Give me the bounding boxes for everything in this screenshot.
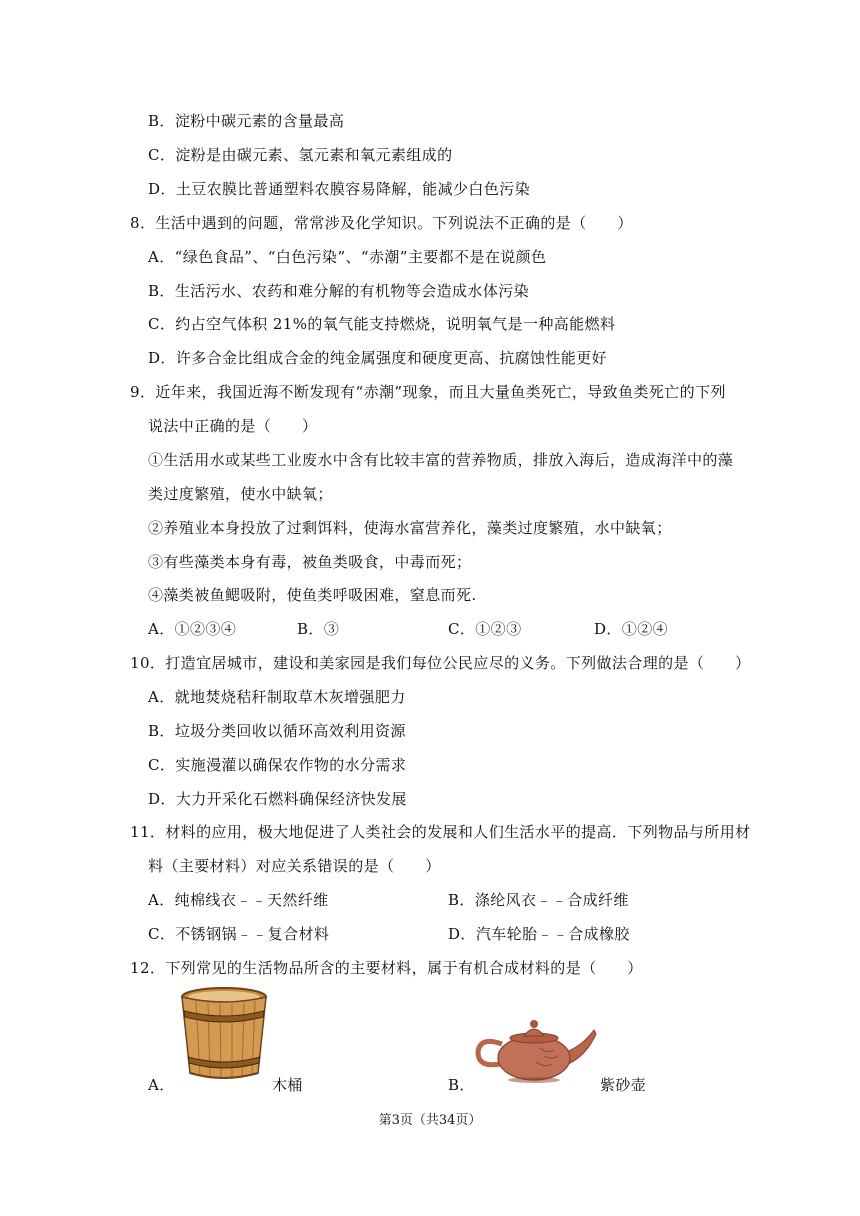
q9-statement-4: ④藻类被鱼鳃吸附，使鱼类呼吸困难，窒息而死.	[148, 586, 477, 604]
q12-option-a-letter: A．	[148, 1076, 175, 1094]
q11-option-a: A．纯棉线衣﹣﹣天然纤维	[148, 891, 329, 909]
q12-option-b-letter: B．	[448, 1076, 475, 1094]
q11-option-c: C．不锈钢锅﹣﹣复合材料	[148, 925, 330, 943]
q9-statement-1b: 类过度繁殖，使水中缺氧；	[148, 485, 333, 503]
q8-option-d: D．许多合金比组成合金的纯金属强度和硬度更高、抗腐蚀性能更好	[148, 349, 608, 367]
q9-option-a: A．①②③④	[148, 620, 237, 638]
q8-option-b: B．生活污水、农药和难分解的有机物等会造成水体污染	[148, 282, 530, 300]
q8-option-a: A．“绿色食品”、“白色污染”、“赤潮”主要都不是在说颜色	[148, 248, 547, 266]
q10-option-a: A．就地焚烧秸秆制取草木灰增强肥力	[148, 688, 406, 706]
q9-statement-1a: ①生活用水或某些工业废水中含有比较丰富的营养物质，排放入海后，造成海洋中的藻	[148, 451, 734, 469]
q8-option-c: C．约占空气体积 21%的氧气能支持燃烧，说明氧气是一种高能燃料	[148, 315, 616, 333]
q11-option-b: B．涤纶风衣﹣﹣合成纤维	[448, 891, 629, 909]
q9-stem-line1: 9．近年来，我国近海不断发现有“赤潮”现象，而且大量鱼类死亡，导致鱼类死亡的下列	[130, 383, 726, 401]
q9-statement-2: ②养殖业本身投放了过剩饵料，使海水富营养化，藻类过度繁殖，水中缺氧；	[148, 519, 672, 537]
q11-option-d: D．汽车轮胎﹣﹣合成橡胶	[448, 925, 630, 943]
q10-stem: 10．打造宜居城市，建设和美家园是我们每位公民应尽的义务。下列做法合理的是（ ）	[130, 654, 751, 672]
q9-option-c: C．①②③	[448, 620, 522, 638]
q9-stem-line2: 说法中正确的是（ ）	[148, 417, 318, 435]
q11-stem-line1: 11．材料的应用，极大地促进了人类社会的发展和人们生活水平的提高．下列物品与所用材	[130, 823, 751, 841]
q7-option-b: B．淀粉中碳元素的含量最高	[148, 112, 345, 130]
q10-option-c: C．实施漫灌以确保农作物的水分需求	[148, 756, 407, 774]
q10-option-b: B．垃圾分类回收以循环高效利用资源	[148, 722, 406, 740]
q9-option-d: D．①②④	[594, 620, 669, 638]
q10-option-d: D．大力开采化石燃料确保经济快发展	[148, 790, 407, 808]
q7-option-c: C．淀粉是由碳元素、氢元素和氧元素组成的	[148, 146, 453, 164]
wooden-bucket-image	[178, 985, 270, 1083]
q7-option-d: D．土豆农膜比普通塑料农膜容易降解，能减少白色污染	[148, 180, 531, 198]
q11-stem-line2: 料（主要材料）对应关系错误的是（ ）	[148, 857, 441, 875]
q9-option-b: B．③	[297, 620, 340, 638]
q12-stem: 12．下列常见的生活物品所含的主要材料，属于有机合成材料的是（ ）	[130, 959, 643, 977]
q12-option-b-caption: 紫砂壶	[600, 1076, 647, 1094]
clay-teapot-image	[470, 1012, 600, 1084]
q9-statement-3: ③有些藻类本身有毒，被鱼类吸食，中毒而死；	[148, 553, 472, 571]
page-number-footer: 第3页（共34页）	[378, 1113, 482, 1128]
q8-stem: 8．生活中遇到的问题，常常涉及化学知识。下列说法不正确的是（ ）	[130, 214, 633, 232]
q12-option-a-caption: 木桶	[272, 1076, 303, 1094]
